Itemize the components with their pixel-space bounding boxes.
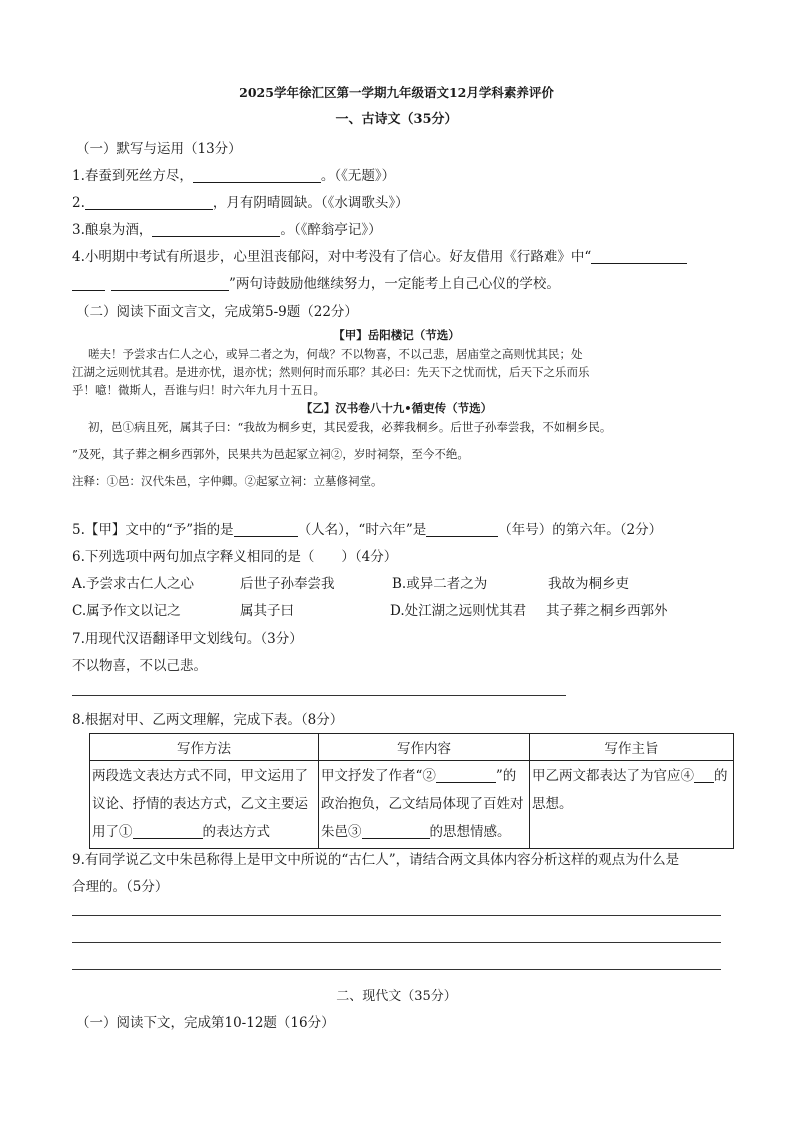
passage-jia-title: 【甲】岳阳楼记（节选） <box>333 328 460 342</box>
part3-heading: （一）阅读下文，完成第10-12题（16分） <box>76 1015 335 1031</box>
passage-yi-line: ”及死，其子葬之桐乡西郭外，民果共为邑起冢立祠②，岁时祠祭，至今不绝。 <box>72 447 469 461</box>
q6-option-b-second: 我故为桐乡吏 <box>548 576 629 592</box>
question-2: 2. ，月有阴晴圆缺。（《水调歌头》） <box>72 195 409 211</box>
answer-blank[interactable] <box>694 768 714 783</box>
question-4-line1: 4.小明期中考试有所退步，心里沮丧郁闷，对中考没有了信心。好友借用《行路难》中“ <box>72 245 687 265</box>
answer-line[interactable] <box>72 942 721 943</box>
table-header: 写作主旨 <box>530 734 734 761</box>
q6-option-a: A.予尝求古仁人之心 <box>72 576 195 592</box>
answer-blank[interactable] <box>234 522 298 537</box>
question-5: 5.【甲】文中的“予”指的是 （人名），“时六年”是 （年号）的第六年。（2分） <box>72 522 663 538</box>
q6-option-d: D.处江湖之远则忧其君 <box>390 603 527 619</box>
question-8-stem: 8.根据对甲、乙两文理解，完成下表。（8分） <box>72 712 344 728</box>
passage-yi-title: 【乙】汉书卷八十九•循吏传（节选） <box>300 401 493 415</box>
q6-option-d-second: 其子葬之桐乡西郭外 <box>546 603 668 619</box>
question-7-sentence: 不以物喜，不以己悲。 <box>72 658 207 674</box>
question-3: 3.酿泉为酒， 。（《醉翁亭记》） <box>72 222 382 238</box>
q6-option-b: B.或异二者之为 <box>392 576 488 592</box>
question-9-line2: 合理的。（5分） <box>72 879 169 895</box>
answer-blank[interactable] <box>152 222 280 237</box>
answer-blank[interactable] <box>362 824 430 839</box>
answer-blank[interactable] <box>591 249 687 264</box>
question-6-stem: 6.下列选项中两句加点字释义相同的是（ ）（4分） <box>72 549 398 565</box>
q6-option-a-second: 后世子孙奉尝我 <box>240 576 335 592</box>
section-title-modern: 二、现代文（35分） <box>336 989 457 1004</box>
question-9-line1: 9.有同学说乙文中朱邑称得上是甲文中所说的“古仁人”，请结合两文具体内容分析这样的观点为什么是 <box>72 852 680 868</box>
answer-blank[interactable] <box>426 522 498 537</box>
question-1: 1.春蚕到死丝方尽， 。（《无题》） <box>72 168 396 184</box>
part2-heading: （二）阅读下面文言文，完成第5-9题（22分） <box>76 304 358 320</box>
question-4-line2: ”两句诗鼓励他继续努力，一定能考上自己心仪的学校。 <box>72 272 560 292</box>
passage-jia-line: 嗟夫！予尝求古仁人之心，或异二者之为，何哉？不以物喜，不以己悲，居庙堂之高则忧其民；处 <box>88 347 583 361</box>
answer-blank[interactable] <box>85 195 213 210</box>
answer-blank[interactable] <box>111 276 229 291</box>
passage-notes: 注释：①邑：汉代朱邑，字仲卿。②起冢立祠：立墓修祠堂。 <box>72 474 383 488</box>
passage-yi-line: 初，邑①病且死，属其子曰：“我故为桐乡吏，其民爱我，必葬我桐乡。后世子孙奉尝我，不如桐乡民。 <box>88 420 612 434</box>
question-7-stem: 7.用现代汉语翻译甲文划线句。（3分） <box>72 631 303 647</box>
table-cell-theme: 甲乙两文都表达了为官应④ 的 思想。 <box>530 761 734 849</box>
q6-option-c-second: 属其子曰 <box>240 603 294 619</box>
table-cell-content: 甲文抒发了作者“② ”的 政治抱负，乙文结局体现了百姓对 朱邑③ 的思想情感。 <box>319 761 530 849</box>
passage-jia-line: 乎！噫！微斯人，吾谁与归！时六年九月十五日。 <box>72 383 325 397</box>
answer-blank[interactable] <box>133 824 203 839</box>
part1-heading: （一）默写与运用（13分） <box>76 141 242 157</box>
exam-title: 2025学年徐汇区第一学期九年级语文12月学科素养评价 <box>239 85 554 100</box>
table-cell-method: 两段选文表达方式不同，甲文运用了 议论、抒情的表达方式，乙文主要运 用了① 的表达方式 <box>90 761 319 849</box>
table-header: 写作内容 <box>319 734 530 761</box>
answer-line[interactable] <box>72 969 721 970</box>
answer-line[interactable] <box>72 695 566 696</box>
passage-jia-line: 江湖之远则忧其君。是进亦忧，退亦忧；然则何时而乐耶？其必曰：先天下之忧而忧，后天下之乐而乐 <box>72 365 590 379</box>
section-title-classical: 一、古诗文（35分） <box>335 112 458 127</box>
answer-blank[interactable] <box>193 168 321 183</box>
q6-option-c: C.属予作文以记之 <box>72 603 181 619</box>
answer-blank[interactable] <box>436 768 496 783</box>
table-header: 写作方法 <box>90 734 319 761</box>
question-8-table <box>89 733 734 849</box>
answer-blank[interactable] <box>72 276 105 291</box>
answer-line[interactable] <box>72 915 721 916</box>
